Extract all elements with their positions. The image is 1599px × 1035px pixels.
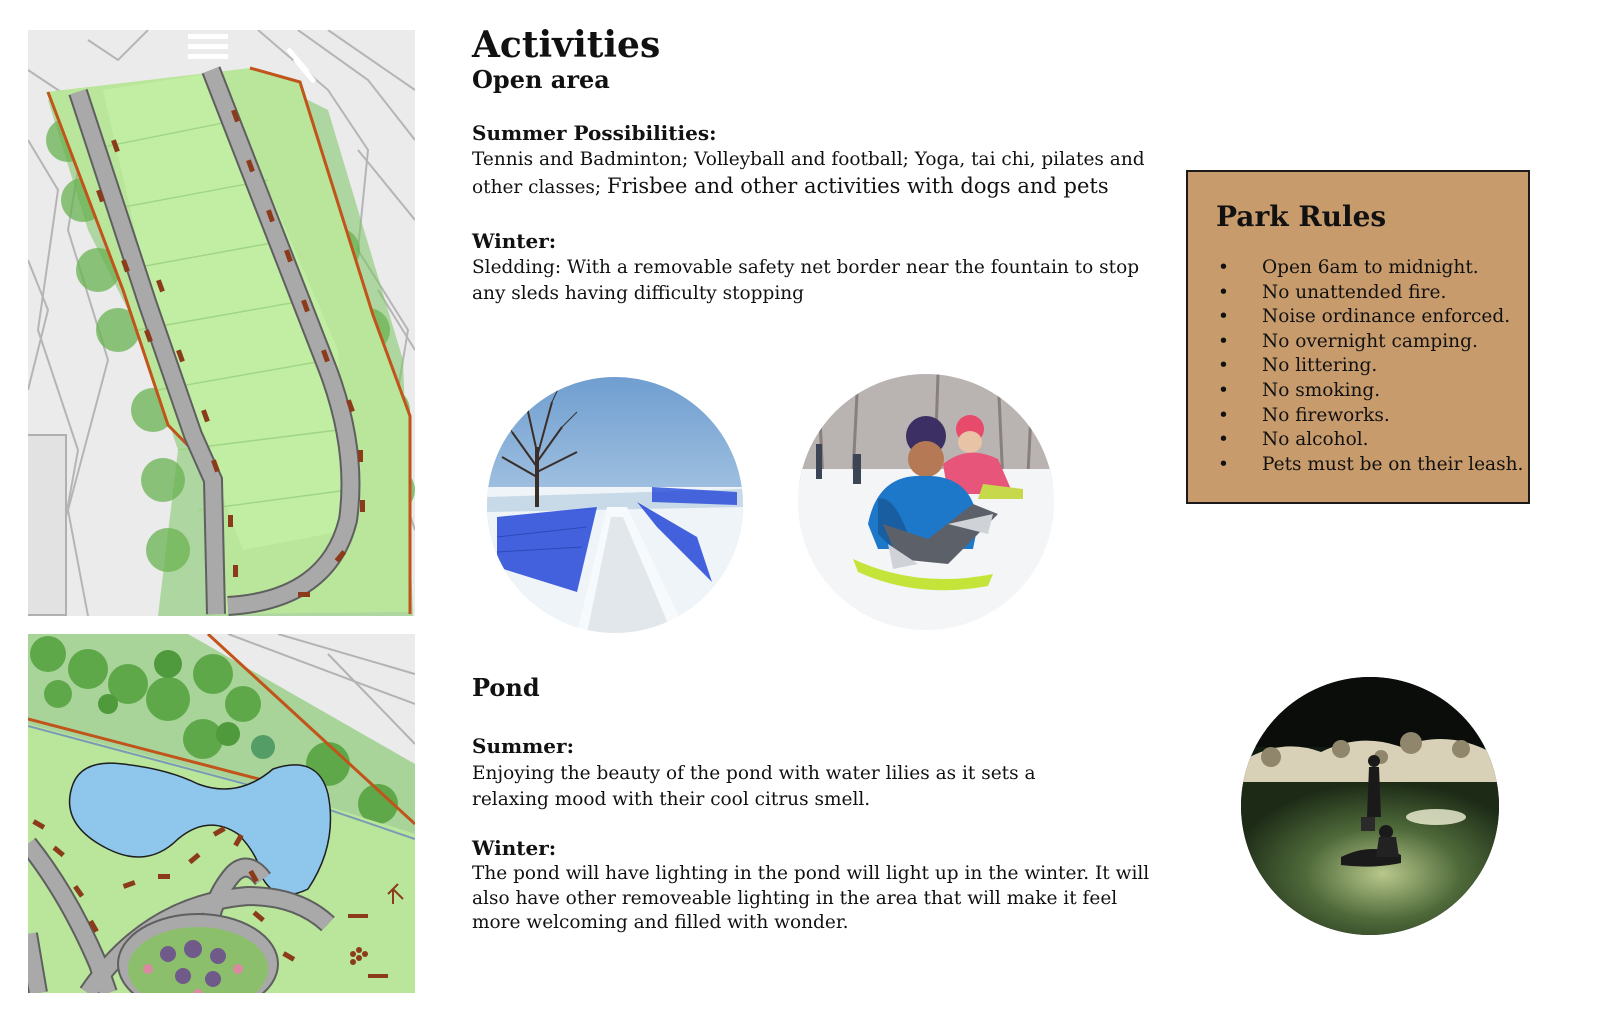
- park-rules-list: [1188, 256, 1523, 477]
- rule-item: • No littering.: [1188, 354, 1523, 379]
- open-area-site-plan: [28, 30, 415, 616]
- pond-heading: Pond: [472, 673, 540, 702]
- rule-item: • No smoking.: [1188, 379, 1523, 404]
- summer-possibilities-text: [472, 147, 1152, 201]
- pond-winter-heading: Winter:: [472, 836, 557, 860]
- pond-winter-text: The pond will have lighting in the pond will light up in the winter. It will also have other removeable lighting in the area that will make it feel more welcoming and filled with wonder.: [472, 863, 1150, 933]
- park-rules-title: Park Rules: [1216, 200, 1387, 233]
- open-area-heading: Open area: [472, 65, 610, 94]
- pond-summer-text: Enjoying the beauty of the pond with water lilies as it sets a relaxing mood with their cool citrus smell.: [472, 763, 1036, 810]
- summer-possibilities-text-part1: Tennis and Badminton; Volleyball and football; Yoga, tai chi, pilates and other classes;: [472, 149, 1145, 198]
- pond-site-plan: [28, 634, 415, 993]
- page-title: Activities: [472, 24, 661, 66]
- rule-item: • Open 6am to midnight.: [1188, 256, 1523, 281]
- open-area-winter-heading: Winter:: [472, 229, 557, 253]
- rule-item: • Noise ordinance enforced.: [1188, 305, 1523, 330]
- snow-path-fence-photo: [487, 377, 743, 633]
- summer-possibilities-heading: Summer Possibilities:: [472, 121, 717, 145]
- kids-sledding-photo: [798, 374, 1054, 630]
- open-area-winter-text: Sledding: With a removable safety net border near the fountain to stop any sleds having difficulty stopping: [472, 257, 1140, 304]
- summer-possibilities-text-part2: Frisbee and other activities with dogs and pets: [607, 174, 1109, 198]
- rule-item: • No unattended fire.: [1188, 281, 1523, 306]
- park-rules-box: [1186, 170, 1530, 504]
- rule-item: • No overnight camping.: [1188, 330, 1523, 355]
- rule-item: • No alcohol.: [1188, 428, 1523, 453]
- rule-item: • No fireworks.: [1188, 404, 1523, 429]
- lit-pond-night-photo: [1241, 677, 1499, 935]
- rule-item: • Pets must be on their leash.: [1188, 453, 1523, 478]
- pond-summer-heading: Summer:: [472, 734, 574, 758]
